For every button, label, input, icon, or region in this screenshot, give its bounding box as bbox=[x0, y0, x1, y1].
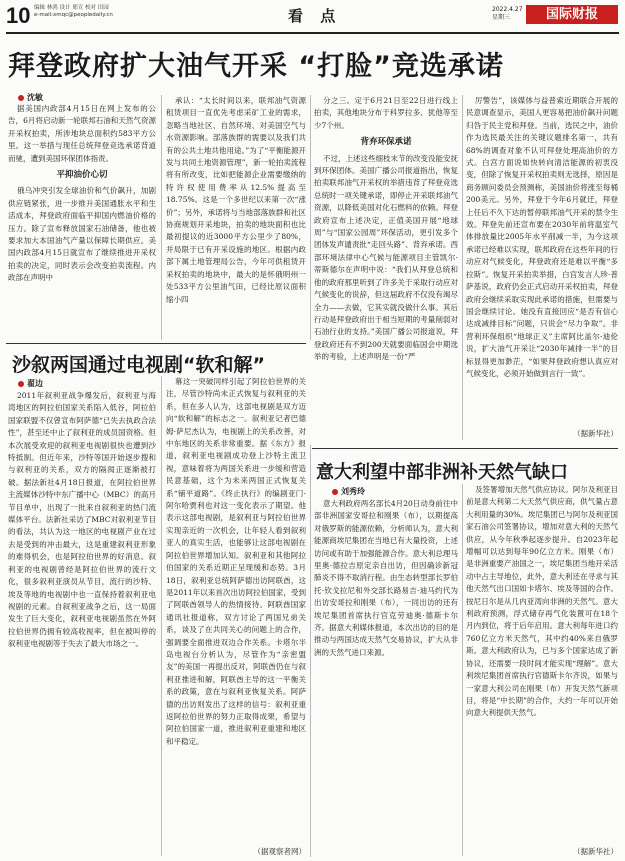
article3-source: （据新华社） bbox=[573, 847, 618, 856]
article2-paragraph: 2011年叙利亚战争爆发后，叙利亚与海湾地区的阿拉伯国家关系陷入低谷，阿拉伯国家联盟不仅曾宣布阿萨德“已失去执政合法性”，甚至还中止了叙利亚的成员国资格。但本次展受欢迎的叙利亚电视剧很快也遭到沙特抵制。但近年来，沙特等国开始逐步搜和与叙利亚的关系，双方的隔阂正逐渐被打破。据法新社4月18日报道，在阿拉伯世界主流媒体沙特中东广播中心（MBC）的高月节目单中，出现了一批来自叙利亚的热门流媒体平台。法新社采访了MBC对叙利亚节目的看法，共认为这一地区的电视剧产业在过去是受到的冲击最大，这是重建叙利亚形象的难得机会，也是阿拉伯世界的好消息。叙利亚的电视剧曾经是阿拉伯世界的流行文化，很多叙利亚演员从节目，流行的沙特、埃及等地的电视剧中也一直保持着叙利亚电视剧的元素。自叙利亚战争之后，这一局面发生了巨大变化，叙利亚电视剧虽然在外阿拉伯世界仍拥有较高收视率，但在被叫停的叙利亚电视剧等于失去了最大市场之一。 bbox=[8, 391, 156, 649]
article1-subhead-2: 背弃环保承诺 bbox=[360, 137, 412, 148]
column-divider bbox=[161, 95, 162, 340]
page-header bbox=[0, 0, 625, 30]
article2-column-2 bbox=[166, 376, 306, 846]
section-name: 看 点 bbox=[288, 7, 342, 25]
column-divider bbox=[462, 95, 463, 440]
author-name: 沈敏 bbox=[27, 93, 43, 102]
header-rule bbox=[6, 32, 619, 34]
article1-column-4 bbox=[466, 95, 618, 425]
article1-paragraph: 厉警告”，该媒体与益普索近期联合开展的民意调查显示，美国人更容易把油价飙升问题归咎于民主党和拜登。当前，选民之中，油价作为选民最关注的关键议题排名第一，共有68%的调查对象不认可拜登处理高油价的方式。白宫方面说如快转向清洁能源的初衷没变，但除了恢复开采权拍卖则无选择，原因是商务顾问委员会预测称，美国油价将涨至每桶200美元。另外，拜登于今年6月就迁，拜登上任后不久下达的暂停联邦油气开采的禁令生效。拜登先前还宣布要在2030年前将温室气体排放量比2005年水平削减一半，为今这项承诺已经难以实现，联邦政府在这些年间的行动应对气候变化，拜登政府还是难以平衡“多拉斯”。恢复开采拍卖举措，白宫发言人珍·普萨基说，政府仍会正式启动开采权拍卖，拜登政府会继续采取实现此承诺的措施，但需要与国会继续讨论。她没有直接回应“是否有信心达成减排目标”问题，只说会“尽力争取”。非营利环保组织“地球正义”主席阿比盖尔·迪伦说，扩大油气开采让“2030年减排一半”的目标显得更加渺茫，“如果拜登政府想认真应对气候变化，必须开始做到言行一致”。 bbox=[466, 96, 618, 378]
article1-paragraph: 承认：“太长时间以来，联邦油气资源租赁项目一直优先考虑采矿工业的需求，忽略当地社区、自然环境、对美国空气与水资源影响。部落族群的需要以及我们共有的公共土地共他用途。”为了“平衡能源开发与共同土地资源管理”，新一轮拍卖流程将有所改变，比如把能源企业需要缴纳的特许权使用费率从12.5%提高至18.75%。这是一个多世纪以来第一次“涨价”；另外，承诺将与当地部落族群和社区协商规划开采地块，拍卖的地块面积也比最初提议的近3000平方公里少了80%，并局限于已有开采设施的地区。根据内政部下属土地管理局公告，今年可供租赁开采权拍卖的地块中，最大的是怀俄明州一处533平方公里油气田，已经比原议面积缩小四 bbox=[166, 96, 306, 304]
section-rule bbox=[6, 343, 306, 344]
article1-paragraph: 俄乌冲突引发全球油价和气价飙升，加剧供应链紧张，进一步推升美国通胀水平和生活成本，拜登政府面临平抑国内燃油价格的压力。除了宣布释放国家石油储备，他也被要求加大本国油气产量以保障长期供应。美国内政部4月15日就宣布了继续推进开采权拍卖的决定，同时表示会改变拍卖流程。内政部在声明中 bbox=[8, 186, 156, 283]
author-icon bbox=[332, 489, 338, 495]
article2-source: （据观察者网） bbox=[253, 847, 306, 856]
article3-title: 意大利望中部非洲补天然气缺口 bbox=[316, 462, 568, 483]
page-number: 10 bbox=[6, 3, 31, 28]
section-rule bbox=[312, 448, 618, 449]
column-divider bbox=[161, 376, 162, 856]
article3-column-1 bbox=[314, 498, 458, 856]
article1-title: 拜登政府扩大油气开采 “打脸”竞选承诺 bbox=[8, 51, 504, 82]
date: 2022.4.27 bbox=[492, 6, 523, 13]
weekday: 星期三 bbox=[492, 14, 511, 21]
article1-source: （据新华社） bbox=[573, 429, 618, 438]
article2-column-1 bbox=[8, 390, 156, 857]
column-divider bbox=[310, 95, 311, 340]
article3-column-2 bbox=[466, 484, 618, 846]
article1-paragraph: 据美国内政部4月15日在网上发布的公告，6月将启动新一轮联邦石油和天然气资源开采权拍卖，所涉地块总面积约583平方公里。这一举措与现任总统拜登竞选承诺背道而驰，遭到美国环保团体指责。 bbox=[8, 104, 156, 163]
issue-date bbox=[492, 6, 523, 22]
column-divider bbox=[310, 445, 311, 857]
editors: 编辑 林鸿 设计 邢宣 校对 田园 bbox=[34, 5, 109, 11]
author-icon bbox=[18, 95, 24, 101]
author-name: 翟边 bbox=[27, 379, 43, 388]
article1-column-1 bbox=[8, 103, 156, 339]
article1-column-3 bbox=[314, 95, 458, 440]
article1-subhead-1: 平抑油价心切 bbox=[56, 170, 108, 181]
article2-paragraph: 幕这一突破同样引起了阿拉伯世界的关注，尽管沙特尚未正式恢复与叙利亚的关系，但在多人认为，这部电视剧是双方迈向“软和解”的标志之一。叙利亚记者巴德姆·萨尼杰认为，电视剧上的关系改善，对中东地区的关系非常重要。据《东方》报道，叙利亚电视剧成功登上沙特主流卫视，意味着将为两国关系进一步缓和营造民意基础，这个为未来两国正式恢复关系“铺平道路”。《终止执行》的编剧亚门·阿尔哈贾利也对这一变化表示了期望。他表示这部电视剧，是叙利亚与阿拉伯世界实现亲近的一次机会，让年轻人看到叙利亚人的真实生活，也能够让这部电视剧在阿拉伯世界增加认知。叙利亚和其他阿拉伯国家的关系近期正呈现缓和态势。3月18日，叙利亚总统阿萨德出访阿联酋，这是2011年以来首次出访阿拉伯国家，受到了阿联酋领导人的热情接待。阿联酋国家通讯社报道称，双方讨论了两国兄弟关系，谈及了在共同关心的问题上的合作，强调要全面推进双边合作关系。卡塔尔半岛电视台分析认为，尽管作为“亲密盟友”的美国一再提出反对，阿联酋仍在与叙利亚推进和解，阿联酋主导的这一平衡关系的政策，意在与叙利亚恢复关系。阿萨德的出访则发出了这样的信号：叙利亚重返阿拉伯世界的努力正取得成果，希望与阿拉伯国家一道，推进叙利亚重建和地区和平稳定。 bbox=[166, 377, 306, 746]
article3-paragraph: 意大利政府两名部长4月20日动身前往中部非洲国家安哥拉和刚果（布），以期提高对俄罗斯的能源依赖，分析师认为，意大利能源商埃尼集团在当地已有大量投资，上述访问或有助于加强能源合作。意大利总理马里奥·德拉吉原定亲自出访，但因确诊新冠肺炎不得不取消行程。由生态转型部长罗伯托·钦戈拉尼和外交部长路易吉·迪马约代为出访安哥拉和刚果（布），一同出访的还有埃尼集团首席执行官克劳迪奥·德斯卡尔齐。据意大利媒体报道，本次出访的目的是推动与两国达成天然气交易协议，扩大从非洲的天然气进口来源。 bbox=[314, 499, 458, 657]
article1-author bbox=[18, 92, 43, 103]
article3-author bbox=[332, 486, 365, 497]
paper-logo: 国际财报 bbox=[526, 5, 618, 24]
editors-line bbox=[34, 5, 113, 19]
article3-paragraph: 及签署增加天然气供应协议。阿尔及利亚目前是意大利第二大天然气供应商，供气量占意大利用量的30%。埃尼集团已与阿尔及利亚国家石油公司签署协议，增加对意大利的天然气供应，从今年秋季起逐步提升。自2023年起增幅可以达到每年90亿立方米。刚果（布）是非洲重要产油国之一，埃尼集团当地开采活动中占主导地位，此外，意大利还在寻求与其他天然气出口国如卡塔尔、埃及等国的合作。按尼日尔是从几内亚湾向非洲的天然气。意大利政府预测，浮式储存再气化装置可在18个月内到位，将于后年启用。意大利每年进口约760亿立方米天然气，其中约40%来自俄罗斯。意大利政府认为，已与多个国家达成了新协议，还需要一段时间才能实现“理解”。意大利埃尼集团首席执行官德斯卡尔齐说，如果与一家意大利公司在刚果（布）开发天然气新项目，将是“中长期”的合作，大约一年可以开始向意大利提供天然气。 bbox=[466, 485, 618, 718]
email: e-mail:xmqc@peopledaily.cn bbox=[34, 12, 113, 18]
article2-title: 沙叙两国通过电视剧“软和解” bbox=[12, 354, 265, 376]
author-icon bbox=[18, 381, 24, 387]
author-name: 刘秀玲 bbox=[341, 487, 365, 496]
article1-column-2 bbox=[166, 95, 306, 340]
article1-paragraph: 不过，上述这些细枝末节的改变没能安抚到环保团体。美国广播公司报道指出，恢复拍卖联邦油气开采权的举措违背了拜登竞选总统时一项关键承诺，即停止开采联邦油气资源，以降低美国对化石燃料的依赖。拜登政府宣布上述决定，正值美国开展“地球周”与“国家公园周”环保活动，更引发多个团体发声谴责批“走回头路”、背弃承诺。西部环境法律中心气候与能源项目主管凯尔·蒂斯德尔在声明中说：“我们从拜登总统和他的政府那里听到了许多关于采取行动应对气候变化的说辞，但这届政府不仅没有竭尽全力——去做，它其实就没做什么事。其后行动是拜登政府出于相当短期的考量削弱对石油行业的支持。”美国广播公司报道说，拜登政府还有不到200天就要面临国会中期选举的考验，上述声明是一份“严 bbox=[314, 153, 458, 362]
column-divider bbox=[462, 484, 463, 856]
article1-paragraph: 分之三。定于6月21日至22日进行线上拍卖，其他地块分布于科罗拉多、犹他等至少7个州。 bbox=[314, 96, 458, 130]
article2-author bbox=[18, 378, 43, 389]
